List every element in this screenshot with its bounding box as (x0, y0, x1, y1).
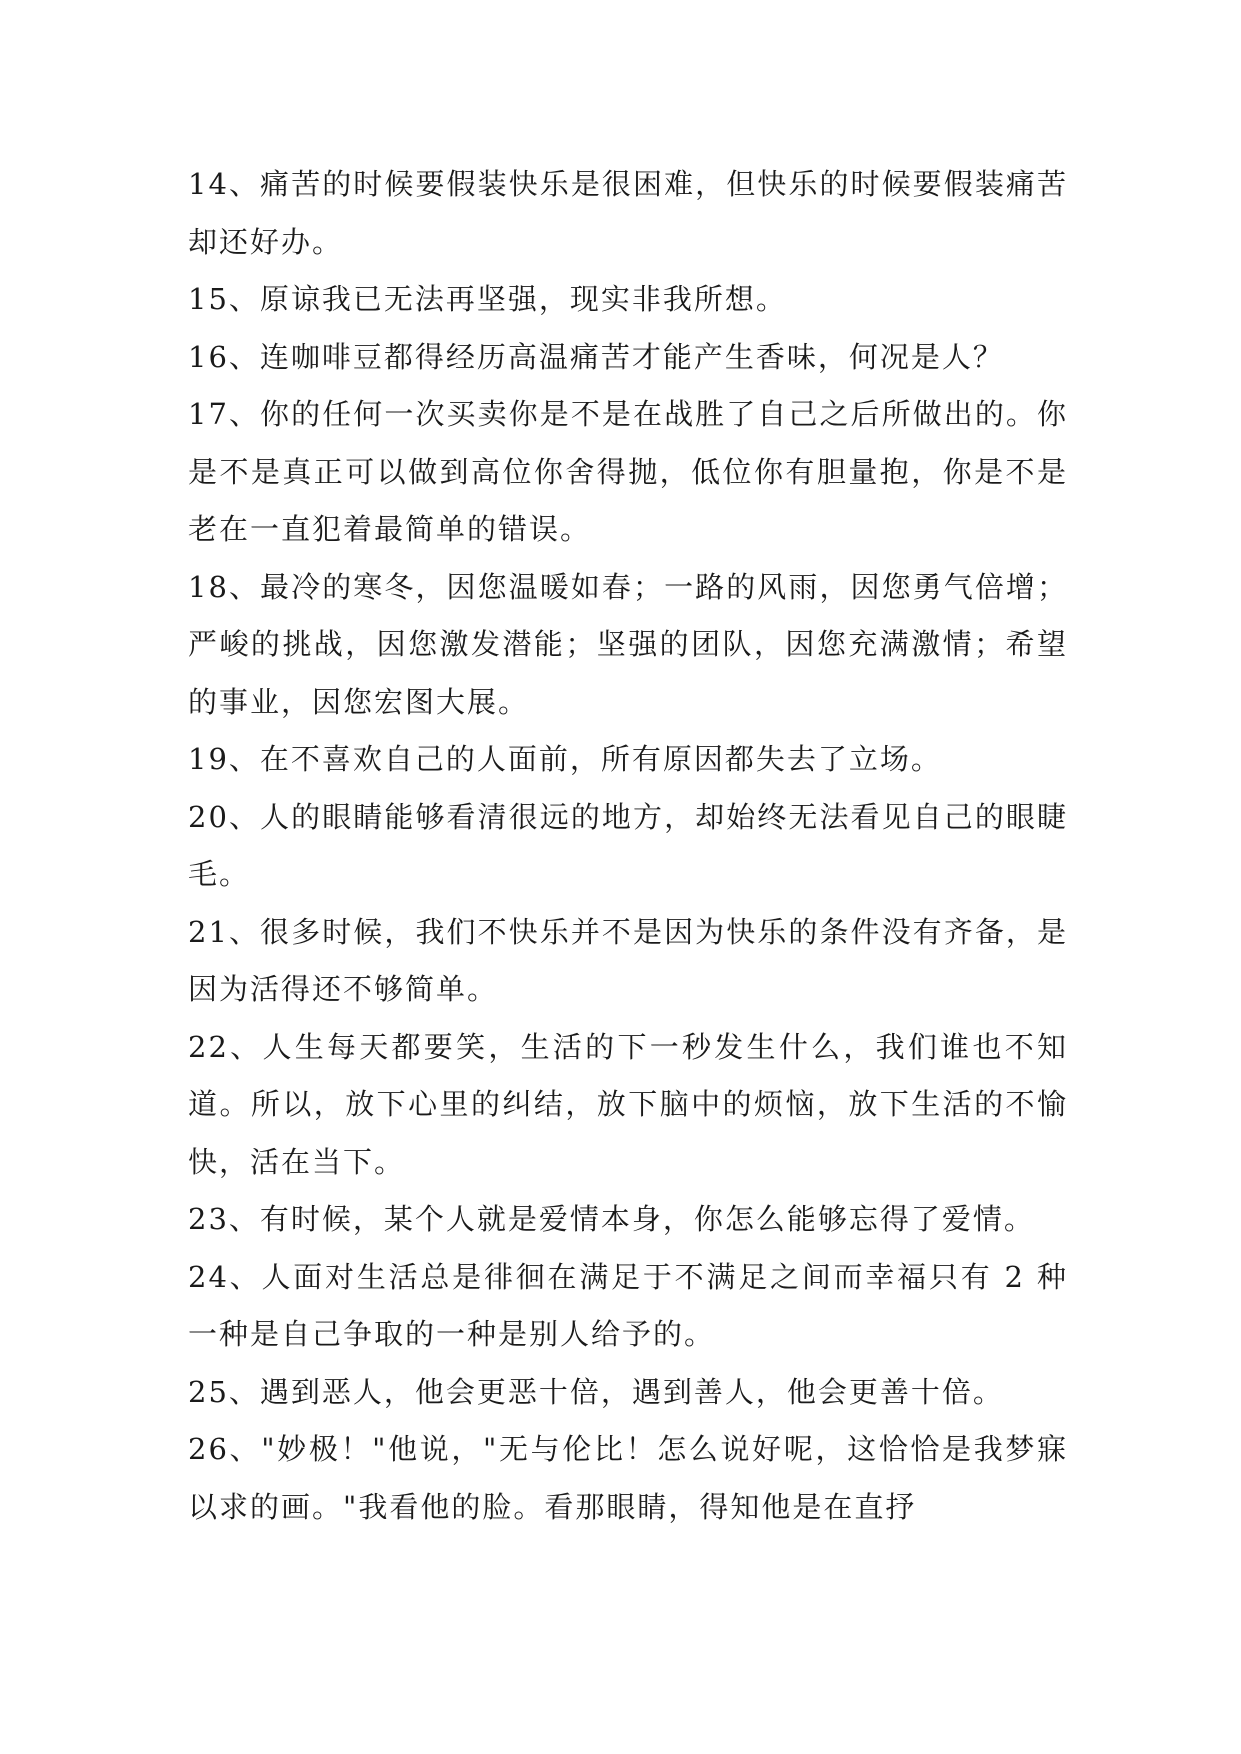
paragraph-16: 16、连咖啡豆都得经历高温痛苦才能产生香味，何况是人？ (188, 339, 1004, 374)
paragraph-21: 21、很多时候，我们不快乐并不是因为快乐的条件没有齐备，是因为活得还不够简单。 (188, 914, 1068, 1006)
paragraph-14: 14、痛苦的时候要假装快乐是很困难，但快乐的时候要假装痛苦却还好办。 (188, 167, 1068, 259)
paragraph-26: 26、"妙极！"他说，"无与伦比！怎么说好呢，这恰恰是我梦寐以求的画。"我看他的脸。看那眼睛，得知他是在直抒 (188, 1432, 1068, 1524)
paragraph-23: 23、有时候，某个人就是爱情本身，你怎么能够忘得了爱情。 (188, 1202, 1035, 1236)
paragraph-25: 25、遇到恶人，他会更恶十倍，遇到善人，他会更善十倍。 (188, 1374, 1004, 1409)
document-body (188, 156, 1068, 1536)
paragraph-19: 19、在不喜欢自己的人面前，所有原因都失去了立场。 (188, 742, 942, 776)
paragraph-24: 24、人面对生活总是徘徊在满足于不满足之间而幸福只有 2 种一种是自己争取的一种是别人给予的。 (188, 1259, 1068, 1351)
paragraph-22: 22、人生每天都要笑，生活的下一秒发生什么，我们谁也不知道。所以，放下心里的纠结，放下脑中的烦恼，放下生活的不愉快，活在当下。 (188, 1029, 1068, 1179)
paragraph-17: 17、你的任何一次买卖你是不是在战胜了自己之后所做出的。你是不是真正可以做到高位你舍得抛，低位你有胆量抱，你是不是老在一直犯着最简单的错误。 (188, 397, 1068, 546)
paragraph-18: 18、最冷的寒冬，因您温暖如春；一路的风雨，因您勇气倍增；严峻的挑战，因您激发潜能；坚强的团队，因您充满激情；希望的事业，因您宏图大展。 (188, 569, 1068, 719)
paragraph-20: 20、人的眼睛能够看清很远的地方，却始终无法看见自己的眼睫毛。 (188, 799, 1068, 891)
paragraph-15: 15、原谅我已无法再坚强，现实非我所想。 (188, 282, 787, 316)
